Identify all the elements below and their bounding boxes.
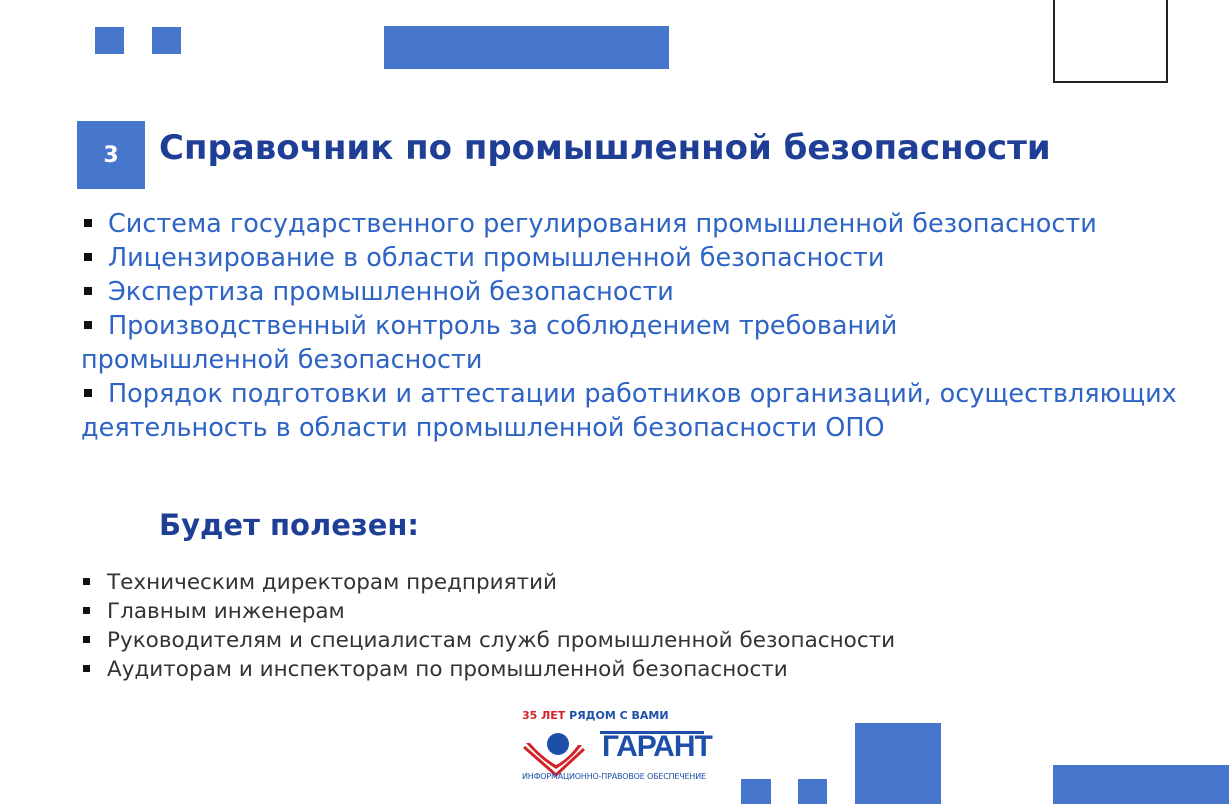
- decor-block-bottom: [855, 723, 941, 804]
- decor-square-2: [152, 27, 181, 54]
- list-item: Аудиторам и инспекторам по промышленной безопасности: [81, 655, 895, 684]
- list-item: Техническим директорам предприятий: [81, 568, 895, 597]
- list-item: Производственный контроль за соблюдением требований промышленной безопасности: [81, 311, 898, 375]
- bullet-icon: [83, 607, 90, 614]
- list-item: Руководителям и специалистам служб промышленной безопасности: [81, 626, 895, 655]
- bullet-icon: [83, 665, 90, 672]
- decor-square-bottom-2: [798, 779, 827, 804]
- garant-logo: [522, 709, 714, 785]
- decor-square-bottom-1: [741, 779, 771, 804]
- list-item: Порядок подготовки и аттестации работников организаций, осуществляющих деятельность в области промышленной безопасности ОПО: [81, 379, 1177, 443]
- bullet-icon: [84, 253, 92, 261]
- logo-brand: ГАРАНТ: [602, 730, 712, 763]
- decor-bar-top: [384, 26, 669, 69]
- decor-bar-bottom: [1053, 765, 1229, 804]
- bullet-icon: [84, 287, 92, 295]
- bullet-icon: [84, 321, 92, 329]
- topics-list: [81, 207, 1221, 445]
- slide-number: 3: [103, 142, 119, 168]
- bullet-icon: [84, 389, 92, 397]
- bullet-icon: [83, 578, 90, 585]
- list-item: Экспертиза промышленной безопасности: [81, 275, 1221, 309]
- audience-list: [81, 568, 895, 684]
- decor-square-1: [95, 27, 124, 54]
- list-item: Лицензирование в области промышленной безопасности: [81, 241, 1221, 275]
- logo-tagline: 35 ЛЕТ РЯДОМ С ВАМИ: [522, 709, 669, 722]
- slide-title: Справочник по промышленной безопасности: [159, 128, 1051, 168]
- decor-outline-box: [1053, 0, 1168, 83]
- slide-number-badge: [77, 121, 145, 189]
- bullet-icon: [83, 636, 90, 643]
- bullet-icon: [84, 219, 92, 227]
- list-item: Система государственного регулирования промышленной безопасности: [81, 207, 1221, 241]
- audience-heading: Будет полезен:: [159, 508, 420, 542]
- list-item: Главным инженерам: [81, 597, 895, 626]
- logo-caption: ИНФОРМАЦИОННО-ПРАВОВОЕ ОБЕСПЕЧЕНИЕ: [522, 772, 706, 781]
